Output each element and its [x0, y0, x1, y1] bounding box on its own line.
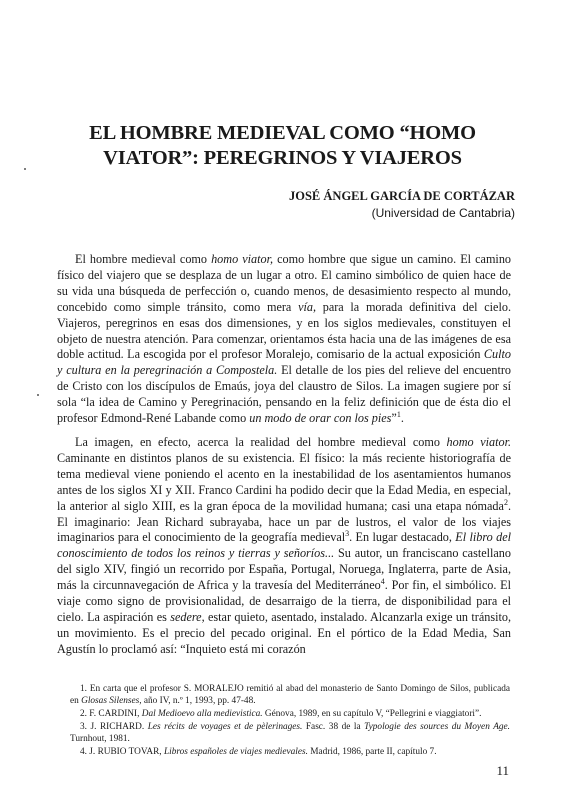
- italic-term: vía,: [298, 299, 316, 314]
- footnote-italic: Typologie des sources du Moyen Age.: [364, 722, 510, 732]
- footnotes: [70, 683, 510, 759]
- author-block: [289, 188, 515, 222]
- paragraph-text: ”: [391, 411, 397, 426]
- article-title: [60, 121, 505, 171]
- title-line-1: EL HOMBRE MEDIEVAL COMO “HOMO: [89, 122, 476, 144]
- paragraph-text: . En lugar destacado,: [349, 530, 456, 545]
- footnote-text: Fasc. 38 de la: [302, 722, 365, 732]
- paragraph-text: para la morada definitiva del cielo. Viajeros, peregrinos en esas dos dimensiones, y en los siglos medievales, constituyen el objeto de nuestra atención. Para comenzar, orientamos ésta hacia una de las imágenes de esa doble actitud. La escogida por el profesor Moralejo, comisario de la actual exposición: [57, 299, 511, 362]
- paragraph-text: como hombre que sigue un camino. El camino físico del viajero que se desplaza de un lugar a otro. El camino simbólico de quien hace de su vida una búsqueda de perfección o, cuando menos, de desasimiento respecto al mundo, concebido como simple tránsito, como mera: [57, 252, 512, 314]
- footnote-text: Turnhout, 1981.: [70, 734, 130, 744]
- footnote-italic: Les récits de voyages et de pèlerinages.: [147, 722, 303, 732]
- footnote-ref-1: 1: [396, 410, 401, 419]
- footnote-ref-4: 4: [380, 577, 385, 587]
- paragraph-text: . Por fin, el simbólico. El viaje como signo de provisionalidad, de desarraigo de la tierra, de disponibilidad para el cielo. La aspiración es: [57, 578, 511, 624]
- footnote-text: 4. J. RUBIO TOVAR,: [80, 747, 164, 757]
- paragraph-text: El detalle de los pies del relieve del encuentro de Cristo con los discípulos de Emaús, joya del claustro de Silos. La imagen sugiere por sí sola “la idea de Camino y Peregrinación, pensando en la feliz definición que de ésta dio el profesor Edmond-René Labande como: [57, 363, 511, 426]
- title-line-2: VIATOR”: PEREGRINOS Y VIAJEROS: [103, 147, 462, 169]
- footnote-text: año IV, n.º 1, 1993, pp. 47-48.: [141, 696, 256, 706]
- italic-title: Culto y cultura en la peregrinación a Compostela.: [57, 347, 511, 378]
- footnote-ref-3: 3: [345, 529, 350, 539]
- body-text: [57, 252, 511, 658]
- footnote-3: [70, 721, 510, 745]
- footnote-1: [70, 683, 510, 707]
- paragraph-text: Su autor, un franciscano castellano del siglo XIV, fingió un recorrido por España, Portugal, Noruega, Inglaterra, parte de Asia, más la circunnavegación de Africa y la travesía del Mediterráneo: [57, 546, 511, 593]
- italic-term: sedere,: [170, 609, 205, 624]
- footnote-ref-2: 2: [503, 497, 508, 507]
- italic-term: homo viator.: [446, 434, 512, 449]
- italic-quote: un modo de orar con los pies: [249, 411, 392, 426]
- footnote-italic: Dal Medioevo alla medievistica.: [141, 709, 263, 719]
- paragraph-text: Caminante en distintos planos de su existencia. El físico: la más reciente historiografía de tema medieval viene poniendo el acento en la inestabilidad de los asentamientos humanos antes de los siglos XI y XII. Franco Cardini ha podido decir que la Edad Media, en especial, la anterior al siglo XIII, es la gran época de la movilidad humana; casi una etapa nómada: [57, 450, 511, 513]
- footnote-text: Madrid, 1986, parte II, capítulo 7.: [307, 747, 437, 757]
- paragraph-text: El hombre medieval como: [75, 252, 212, 266]
- paragraph-text: . El imaginario: Jean Richard subrayaba, hace un par de lustros, el valor de los viajes imaginarios para el conocimiento de la geografía medieval: [57, 498, 511, 545]
- paragraph-text: .: [400, 411, 404, 426]
- scan-speck: [24, 168, 26, 170]
- page-number: 11: [496, 763, 509, 778]
- footnote-text: 2. F. CARDINI,: [80, 709, 142, 719]
- italic-title: El libro del conoscimiento de todos los reinos y tierras y señoríos...: [57, 530, 511, 561]
- footnote-text: 1. En carta que el profesor S. MORALEJO remitió al abad del monasterio de Santo Domingo de Silos, publicada en: [70, 684, 510, 706]
- paragraph-1: [57, 252, 511, 427]
- footnote-text: 3. J. RICHARD.: [80, 722, 148, 732]
- footnote-italic: Libros españoles de viajes medievales.: [163, 747, 308, 757]
- scan-speck: [37, 394, 39, 396]
- italic-term: homo viator,: [211, 252, 274, 266]
- paragraph-text: La imagen, en efecto, acerca la realidad del hombre medieval como: [75, 434, 447, 449]
- footnote-4: [70, 746, 510, 758]
- footnote-italic: Glosas Silenses,: [81, 696, 142, 706]
- paragraph-text: estar quieto, asentado, instalado. Alcanzarla exige un tránsito, un movimiento. Es el precio del pecado original. En el pórtico de la Edad Media, San Agustín lo proclamó así: “Inquieto está mi corazón: [57, 609, 511, 656]
- footnote-2: [70, 708, 510, 720]
- author-affiliation: (Universidad de Cantabria): [371, 206, 515, 220]
- author-name: JOSÉ ÁNGEL GARCÍA DE CORTÁZAR: [289, 189, 515, 203]
- footnote-text: Génova, 1989, en su capítulo V, “Pellegrini e viaggiatori”.: [262, 709, 482, 719]
- paragraph-2: [57, 435, 511, 658]
